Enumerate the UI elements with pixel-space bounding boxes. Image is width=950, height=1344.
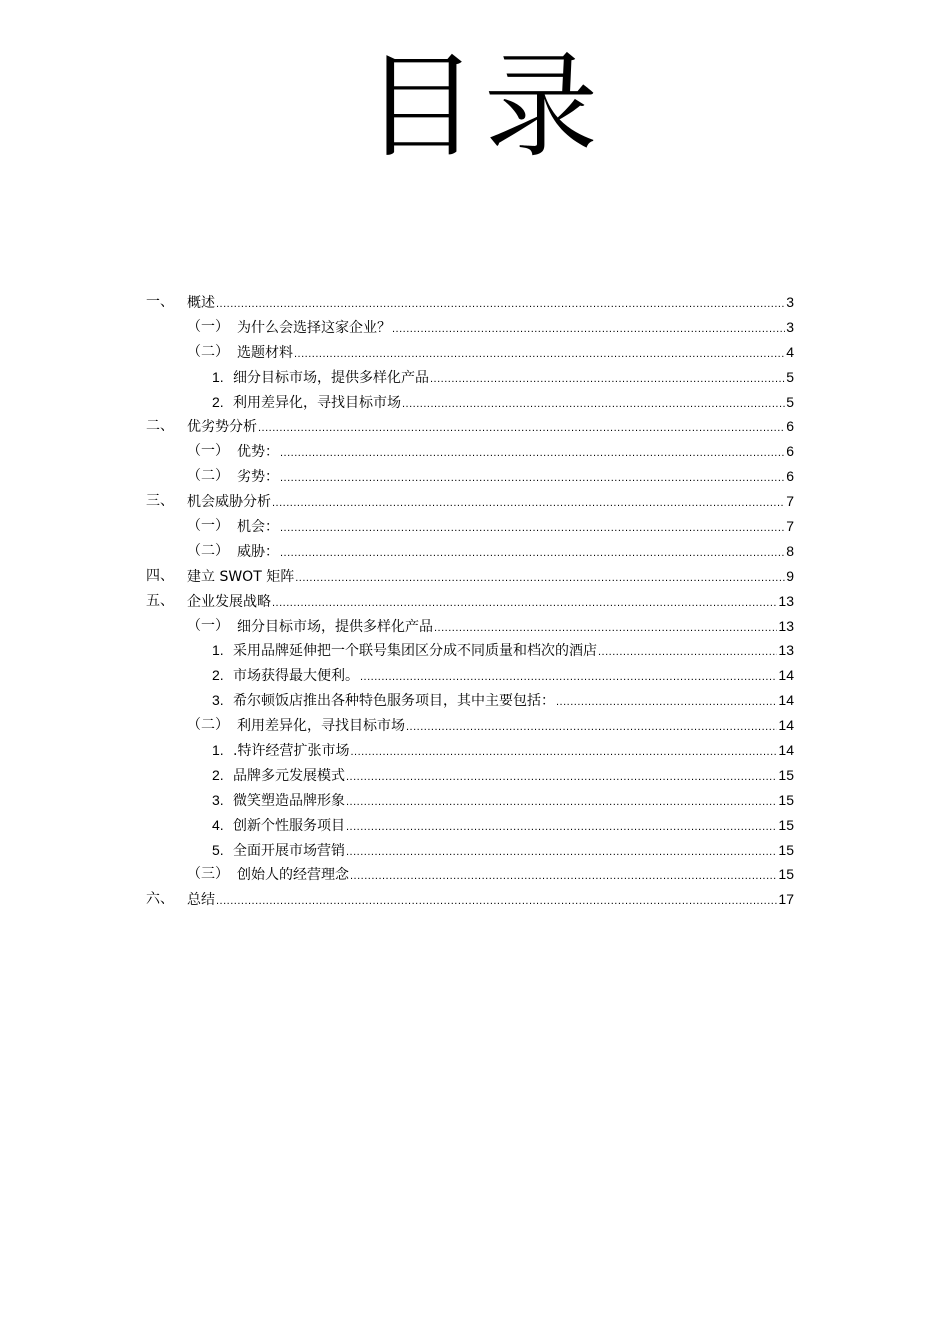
toc-entry[interactable] <box>0 887 950 912</box>
toc-entry-label: 威胁： <box>237 543 279 560</box>
toc-entry-page-number: 7 <box>786 493 794 510</box>
toc-entry-text <box>187 414 794 441</box>
toc-entry[interactable] <box>0 390 950 415</box>
toc-entry-label: 创新个性服务项目 <box>233 817 345 834</box>
toc-entry[interactable] <box>0 439 950 464</box>
toc-entry-page-number: 4 <box>786 343 794 360</box>
toc-entry-number: （三） <box>187 866 229 883</box>
toc-entry-label: 微笑塑造品牌形象 <box>233 792 345 809</box>
toc-dot-leader <box>216 889 777 914</box>
toc-entry-text <box>233 663 794 690</box>
toc-dot-leader <box>280 541 785 566</box>
toc-dot-leader <box>350 740 777 765</box>
toc-dot-leader <box>350 864 777 889</box>
toc-entry-text <box>237 614 794 641</box>
toc-dot-leader <box>280 441 785 466</box>
toc-entry-number: （二） <box>187 717 229 734</box>
toc-entry[interactable] <box>0 738 950 763</box>
toc-dot-leader <box>294 342 785 367</box>
toc-entry-label: 利用差异化，寻找目标市场 <box>233 394 401 411</box>
toc-entry[interactable] <box>0 713 950 738</box>
toc-entry-text <box>233 763 794 790</box>
toc-entry-label: 企业发展战略 <box>187 593 271 610</box>
toc-entry-number: 三、 <box>146 493 174 510</box>
toc-entry-page-number: 6 <box>786 418 794 435</box>
toc-entry-page-number: 5 <box>786 393 794 410</box>
toc-entry-label: 优劣势分析 <box>187 419 257 436</box>
toc-dot-leader <box>216 292 785 317</box>
toc-entry-page-number: 9 <box>786 567 794 584</box>
toc-entry-text <box>237 464 794 491</box>
table-of-contents <box>0 290 950 912</box>
toc-entry[interactable] <box>0 514 950 539</box>
toc-entry-page-number: 14 <box>778 667 794 684</box>
toc-entry-number: （一） <box>187 443 229 460</box>
toc-entry-label: 全面开展市场营销 <box>233 842 345 859</box>
toc-entry-number: 六、 <box>146 891 174 908</box>
toc-dot-leader <box>346 840 777 865</box>
toc-entry[interactable] <box>0 365 950 390</box>
toc-dot-leader <box>598 640 777 665</box>
toc-entry-page-number: 15 <box>778 816 794 833</box>
toc-entry-label: 为什么会选择这家企业？ <box>237 319 391 336</box>
toc-entry-text <box>237 713 794 740</box>
toc-entry-text <box>187 290 794 317</box>
toc-entry-label: 采用品牌延伸把一个联号集团区分成不同质量和档次的酒店 <box>233 643 597 660</box>
toc-entry-page-number: 15 <box>778 791 794 808</box>
toc-entry[interactable] <box>0 564 950 589</box>
toc-entry-page-number: 8 <box>786 542 794 559</box>
toc-entry-label: 机会威胁分析 <box>187 494 271 511</box>
toc-entry-label: 细分目标市场，提供多样化产品 <box>237 618 433 635</box>
toc-entry-text <box>237 539 794 566</box>
toc-entry-number: 一、 <box>146 294 174 310</box>
toc-entry-label: 总结 <box>187 892 215 909</box>
toc-entry-label: 优势： <box>237 444 279 461</box>
toc-entry[interactable] <box>0 489 950 514</box>
toc-entry-page-number: 14 <box>778 717 794 734</box>
toc-dot-leader <box>346 815 777 840</box>
toc-entry-text <box>187 887 794 914</box>
toc-dot-leader <box>346 765 777 790</box>
toc-entry[interactable] <box>0 813 950 838</box>
toc-dot-leader <box>434 616 777 641</box>
toc-entry-number: 5. <box>212 841 224 858</box>
toc-entry[interactable] <box>0 638 950 663</box>
page-title: 目录 <box>363 40 604 173</box>
toc-entry-page-number: 6 <box>786 443 794 460</box>
toc-entry-text <box>237 862 794 889</box>
toc-entry-text <box>233 788 794 815</box>
toc-entry-text <box>187 564 794 591</box>
toc-entry[interactable] <box>0 688 950 713</box>
toc-entry[interactable] <box>0 290 950 315</box>
toc-entry[interactable] <box>0 414 950 439</box>
toc-entry-label: 希尔顿饭店推出各种特色服务项目，其中主要包括： <box>233 693 555 710</box>
toc-entry-number: （一） <box>187 617 229 634</box>
toc-entry-number: 四、 <box>146 567 174 584</box>
toc-entry-text <box>233 688 794 715</box>
toc-entry-number: 2. <box>212 766 224 783</box>
toc-entry-number: 1. <box>212 742 224 759</box>
toc-dot-leader <box>295 566 785 591</box>
toc-dot-leader <box>392 317 785 342</box>
toc-entry-number: （二） <box>187 343 229 360</box>
toc-entry[interactable] <box>0 589 950 614</box>
toc-entry-page-number: 13 <box>778 592 794 609</box>
toc-entry-page-number: 3 <box>786 318 794 335</box>
toc-entry-number: （二） <box>187 542 229 559</box>
toc-entry-text <box>233 638 794 665</box>
toc-entry[interactable] <box>0 315 950 340</box>
toc-dot-leader <box>272 491 785 516</box>
toc-entry-number: （一） <box>187 518 229 535</box>
toc-entry-page-number: 6 <box>786 468 794 485</box>
toc-entry-number: 1. <box>212 642 224 659</box>
toc-entry-number: （二） <box>187 468 229 485</box>
toc-entry-label: 劣势： <box>237 469 279 486</box>
toc-entry-number: 4. <box>212 816 224 833</box>
toc-entry[interactable] <box>0 788 950 813</box>
toc-entry-page-number: 15 <box>778 766 794 783</box>
toc-dot-leader <box>280 516 785 541</box>
toc-entry-page-number: 14 <box>778 692 794 709</box>
toc-entry-number: 1. <box>212 368 224 385</box>
toc-dot-leader <box>406 715 777 740</box>
toc-dot-leader <box>556 690 777 715</box>
toc-entry-text <box>233 838 794 865</box>
toc-entry-number: （一） <box>187 318 229 335</box>
toc-entry-label: 选题材料 <box>237 344 293 361</box>
toc-entry-text <box>237 315 794 342</box>
toc-entry-text <box>233 813 794 840</box>
toc-entry[interactable] <box>0 614 950 639</box>
toc-entry-page-number: 15 <box>778 841 794 858</box>
toc-entry-number: 2. <box>212 667 224 684</box>
toc-entry-page-number: 3 <box>786 294 794 310</box>
toc-entry[interactable] <box>0 663 950 688</box>
toc-dot-leader <box>280 466 785 491</box>
toc-entry-label: 机会： <box>237 519 279 536</box>
toc-entry-text <box>233 738 794 765</box>
toc-entry-page-number: 7 <box>786 518 794 535</box>
toc-entry-number: 二、 <box>146 418 174 435</box>
toc-entry-label: .特许经营扩张市场 <box>233 743 350 760</box>
toc-entry-label: 市场获得最大便利。 <box>233 668 359 685</box>
toc-entry-number: 2. <box>212 393 224 410</box>
toc-entry[interactable] <box>0 464 950 489</box>
toc-entry[interactable] <box>0 862 950 887</box>
toc-entry-label: 品牌多元发展模式 <box>233 767 345 784</box>
toc-entry-label: 利用差异化，寻找目标市场 <box>237 718 405 735</box>
toc-entry-text <box>237 439 794 466</box>
toc-entry-page-number: 13 <box>778 617 794 634</box>
toc-entry-text <box>233 365 794 392</box>
toc-dot-leader <box>430 367 785 392</box>
toc-entry-label: 细分目标市场，提供多样化产品 <box>233 369 429 386</box>
toc-entry-page-number: 15 <box>778 866 794 883</box>
toc-dot-leader <box>346 790 777 815</box>
toc-entry-text <box>237 340 794 367</box>
toc-entry[interactable] <box>0 838 950 863</box>
toc-entry-number: 五、 <box>146 592 174 609</box>
toc-entry-label: 概述 <box>187 295 215 311</box>
toc-dot-leader <box>258 416 785 441</box>
toc-entry-page-number: 13 <box>778 642 794 659</box>
toc-dot-leader <box>272 591 777 616</box>
toc-entry-text <box>187 489 794 516</box>
toc-entry[interactable] <box>0 539 950 564</box>
toc-entry-label: 建立 SWOT 矩阵 <box>187 568 295 585</box>
toc-entry-text <box>237 514 794 541</box>
toc-entry-text <box>233 390 794 417</box>
toc-dot-leader <box>402 392 785 417</box>
toc-dot-leader <box>360 665 777 690</box>
toc-entry-page-number: 14 <box>778 742 794 759</box>
toc-entry-page-number: 17 <box>778 891 794 908</box>
toc-entry[interactable] <box>0 340 950 365</box>
toc-entry-number: 3. <box>212 791 224 808</box>
toc-entry-number: 3. <box>212 692 224 709</box>
toc-entry-text <box>187 589 794 616</box>
toc-entry-label: 创始人的经营理念 <box>237 867 349 884</box>
toc-entry-page-number: 5 <box>786 368 794 385</box>
toc-entry[interactable] <box>0 763 950 788</box>
